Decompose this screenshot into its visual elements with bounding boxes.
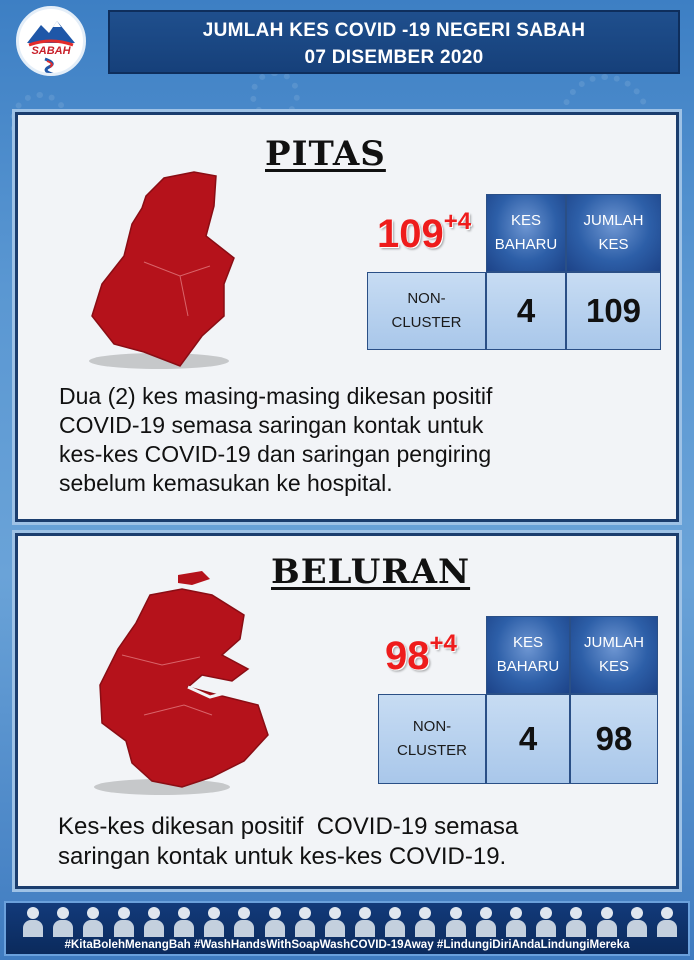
pitas-map: [84, 166, 254, 376]
new-cases-value: 4: [486, 694, 570, 784]
person-icon: [292, 907, 318, 937]
row-label-line: NON-: [412, 718, 452, 735]
header-line: JUMLAH: [583, 212, 644, 229]
header-line: BAHARU: [496, 658, 560, 675]
page-title: [108, 10, 680, 74]
header-line: KES: [512, 634, 543, 651]
person-icon: [382, 907, 408, 937]
person-icon: [412, 907, 438, 937]
person-icon: [473, 907, 499, 937]
total-cases-big: 109: [377, 212, 444, 256]
person-icon: [141, 907, 167, 937]
person-icon: [594, 907, 620, 937]
description-line: sebelum kemasukan ke hospital.: [59, 470, 393, 496]
header-line: KES: [598, 658, 629, 675]
person-icon: [443, 907, 469, 937]
total-with-increase: [377, 208, 472, 257]
description-pitas: [59, 382, 669, 498]
row-label-non-cluster: [367, 272, 486, 350]
district-name-pitas: PITAS: [265, 134, 386, 174]
description-line: Dua (2) kes masing-masing dikesan positif: [59, 383, 493, 409]
person-icon: [533, 907, 559, 937]
person-icon: [654, 907, 680, 937]
beluran-map: [92, 565, 272, 800]
person-icon: [80, 907, 106, 937]
title-line-1: JUMLAH KES COVID -19 NEGERI SABAH: [202, 20, 586, 41]
header-kes-baharu: [486, 194, 566, 272]
footer-banner: [4, 901, 690, 956]
header-line: BAHARU: [494, 236, 558, 253]
increase-superscript: +4: [443, 208, 472, 235]
description-line: COVID-19 semasa saringan kontak untuk: [59, 412, 484, 438]
header-jumlah-kes: [566, 194, 661, 272]
header-line: JUMLAH: [583, 634, 644, 651]
ribbon-icon: [41, 57, 61, 76]
description-beluran: [58, 812, 668, 872]
header-line: KES: [598, 236, 629, 253]
person-icon: [503, 907, 529, 937]
total-with-increase: [385, 630, 457, 679]
row-label-line: CLUSTER: [396, 742, 467, 759]
increase-superscript: +4: [429, 630, 457, 657]
person-icon: [231, 907, 257, 937]
description-line: Kes-kes dikesan positif COVID-19 semasa: [58, 813, 519, 840]
row-label-line: NON-: [407, 290, 446, 307]
person-icon: [201, 907, 227, 937]
person-icon: [352, 907, 378, 937]
header-kes-baharu: [486, 616, 570, 694]
person-icon: [171, 907, 197, 937]
description-line: saringan kontak untuk kes-kes COVID-19.: [58, 843, 507, 870]
total-cases-big: 98: [385, 634, 430, 678]
total-cases-value: 109: [566, 272, 661, 350]
row-label-non-cluster: [378, 694, 486, 784]
new-cases-value: 4: [486, 272, 566, 350]
person-icon: [322, 907, 348, 937]
person-icon: [624, 907, 650, 937]
district-name-beluran: BELURAN: [271, 552, 471, 592]
footer-hashtags: #KitaBolehMenangBah #WashHandsWithSoapWashCOVID-19Away #LindungiDiriAndaLindungiMereka: [64, 938, 630, 951]
title-date: 07 DISEMBER 2020: [304, 47, 484, 68]
header-jumlah-kes: [570, 616, 658, 694]
person-icon: [563, 907, 589, 937]
person-icon: [20, 907, 46, 937]
person-icon: [262, 907, 288, 937]
sabah-health-logo: [16, 6, 86, 76]
logo-label: SABAH: [31, 45, 71, 57]
row-label-line: CLUSTER: [391, 314, 462, 331]
header-line: KES: [510, 212, 541, 229]
person-icon: [111, 907, 137, 937]
description-line: kes-kes COVID-19 dan saringan pengiring: [59, 441, 492, 467]
person-icon: [50, 907, 76, 937]
total-cases-value: 98: [570, 694, 658, 784]
frontliners-illustration: [20, 907, 680, 937]
